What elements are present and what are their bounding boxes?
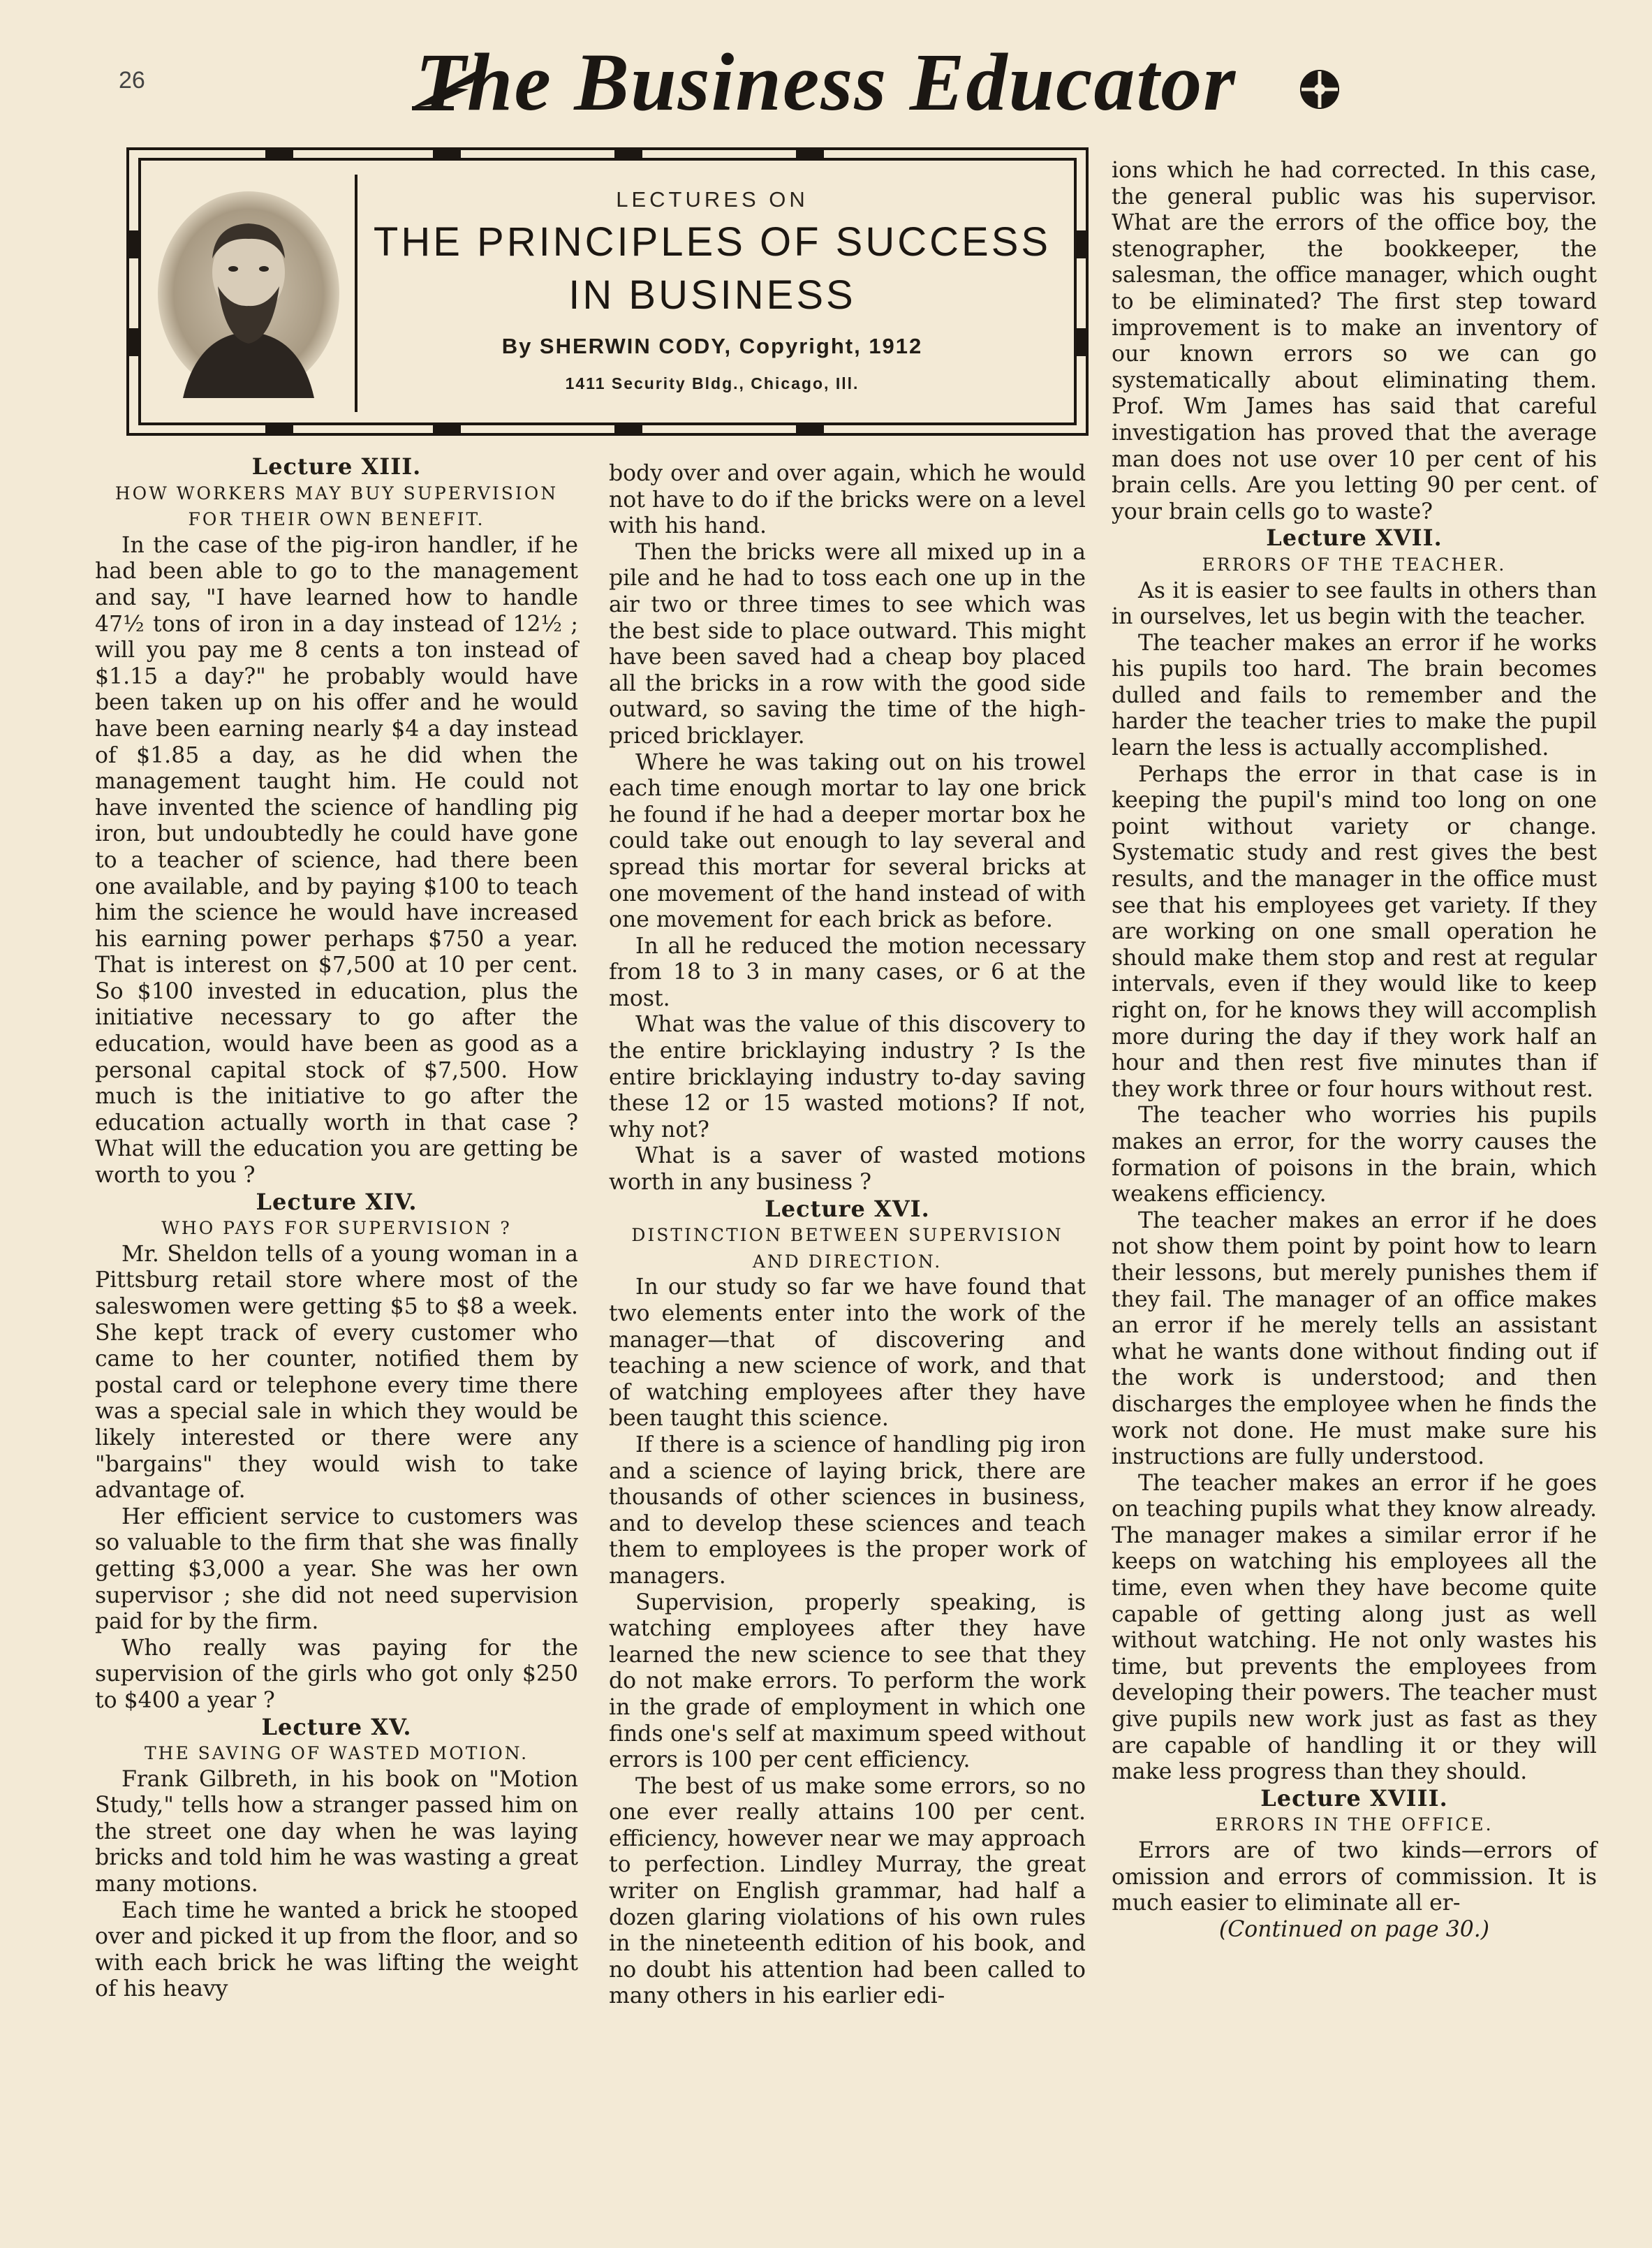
- paragraph: The teacher makes an error if he works his pupils too hard. The brain becomes dulled and fails to remember and the harder the teacher tries to make the pupil learn the less is actually accomplished.: [1112, 630, 1597, 761]
- lecture-subheading: WHO PAYS FOR SUPERVISION ?: [161, 1218, 512, 1239]
- lecture-subheading: FOR THEIR OWN BENEFIT.: [188, 509, 485, 530]
- paragraph: The best of us make some errors, so no one ever really attains 100 per cent. efficiency, however near we may approach to perfection. Lindley Murray, the great writer on English grammar, had half a dozen glaring violations of his own rules in the nineteenth edition of his book, and no doubt his attention had been called to many others in his earlier edi-: [609, 1773, 1086, 2009]
- paragraph: body over and over again, which he would not have to do if the bricks were on a level with his hand.: [609, 461, 1086, 539]
- lecture-heading: Lecture XVIII.: [1260, 1784, 1448, 1812]
- paragraph: The teacher makes an error if he does not show them point by point how to learn their lessons, but merely punishes them if they fail. The manager of an office makes an error if he merely tells an assistant what he wants done without finding out if the work is understood; and then discharges the employee when he finds the work not done. He must make sure his instructions are fully understood.: [1112, 1207, 1597, 1470]
- column-1: [95, 454, 578, 2003]
- ornament-emblem-icon: [1295, 61, 1344, 117]
- paragraph: Where he was taking out on his trowel each time enough mortar to lay one brick he found if he had a deeper mortar box he could take out enough to lay several and spread this mortar for several bricks at one movement of the hand instead of with one movement for each brick as before.: [609, 749, 1086, 933]
- lecture-heading: Lecture XIII.: [251, 453, 422, 480]
- paragraph: In our study so far we have found that two elements enter into the work of the manager—that of discovering and teaching a new science of work, and that of watching employees after they have been taught this science.: [609, 1274, 1086, 1432]
- lecture-subheading: ERRORS OF THE TEACHER.: [1202, 554, 1507, 575]
- paragraph: Frank Gilbreth, in his book on "Motion Study," tells how a stranger passed him on the street one day when he was laying bricks and told him he was wasting a great many motions.: [95, 1766, 578, 1897]
- paragraph: In the case of the pig-iron handler, if he had been able to go to the management and say, "I have learned how to handle 47½ tons of iron in a day instead of 12½ ; will you pay me 8 cents a ton instead of $1.15 a day?" he probably would have been taken up on his offer and he would have been earning nearly $4 a day instead of $1.85 a day, as he did when the management taught him. He could not have invented the science of handling pig iron, but undoubtedly he could have gone to a teacher of science, had there been one available, and by paying $100 to teach him the science he would have increased his earning power perhaps $750 a year. That is interest on $7,500 at 10 per cent. So $100 invested in education, plus the initiative necessary to go after the education, would have been as good as a personal capital stock of $7,500. How much is the initiative to go after the education actually worth in that case ? What will the education you are getting be worth to you ?: [95, 532, 578, 1189]
- author-byline: By SHERWIN CODY, Copyright, 1912: [501, 334, 923, 358]
- lecture-subheading: ERRORS IN THE OFFICE.: [1215, 1814, 1494, 1835]
- paragraph: Errors are of two kinds—errors of omission and errors of commission. It is much easier to eliminate all er-: [1112, 1838, 1597, 1916]
- paragraph: Who really was paying for the supervision of the girls who got only $250 to $400 a year ?: [95, 1635, 578, 1713]
- continued-note: (Continued on page 30.): [1218, 1916, 1490, 1942]
- paragraph: What is a saver of wasted motions worth in any business ?: [609, 1143, 1086, 1196]
- paragraph: Her efficient service to customers was so valuable to the firm that she was finally getting $3,000 a year. She was her own supervisor ; she did not need supervision paid for by the firm.: [95, 1504, 578, 1635]
- paragraph: ions which he had corrected. In this case, the general public was his supervisor. What are the errors of the office boy, the stenographer, the bookkeeper, the salesman, the office manager, which ought to be eliminated? The first step toward improvement is to make an inventory of our known errors so we can go systematically about eliminating them. Prof. Wm James has said that careful investigation has proved that the average man does not use over 10 per cent of his brain cells. Are you letting 90 per cent. of your brain cells go to waste?: [1112, 158, 1597, 524]
- paragraph: What was the value of this discovery to the entire bricklaying industry ? Is the entire bricklaying industry to-day saving these 12 or 15 wasted motions? If not, why not?: [609, 1012, 1086, 1143]
- title-line-2: IN BUSINESS: [568, 272, 856, 318]
- lecture-subheading: AND DIRECTION.: [752, 1251, 943, 1272]
- paragraph: The teacher who worries his pupils makes an error, for the worry causes the formation of poisons in the brain, which weakens efficiency.: [1112, 1103, 1597, 1207]
- column-3: [1112, 158, 1597, 1943]
- lecture-heading: Lecture XV.: [261, 1713, 412, 1740]
- lecture-subheading: HOW WORKERS MAY BUY SUPERVISION: [115, 483, 559, 504]
- author-portrait: [155, 189, 342, 398]
- paragraph: In all he reduced the motion necessary from 18 to 3 in many cases, or 6 at the most.: [609, 933, 1086, 1011]
- paragraph: Mr. Sheldon tells of a young woman in a Pittsburg retail store where most of the saleswomen were getting $5 to $8 a week. She kept track of every customer who came to her counter, notified them by postal card or telephone every time there was a special sale in which they would be likely interested or there were any "bargains" they would wish to take advantage of.: [95, 1241, 578, 1504]
- paragraph: As it is easier to see faults in others than in ourselves, let us begin with the teacher.: [1112, 578, 1597, 630]
- paragraph: The teacher makes an error if he goes on teaching pupils what they know already. The manager makes a similar error if he keeps on watching his employees all the time, even when they have become quite capable of getting along just as well without watching. He not only wastes his time, but prevents the employees from developing their powers. The teacher must give pupils new work just as fast as they are capable of handling it or they will make less progress than they should.: [1112, 1470, 1597, 1785]
- lecture-heading: Lecture XIV.: [256, 1188, 418, 1215]
- publication-title: The Business Educator: [415, 36, 1237, 128]
- column-2: [609, 461, 1086, 2010]
- lecture-heading: Lecture XVII.: [1266, 524, 1443, 552]
- paragraph: Then the bricks were all mixed up in a pile and he had to toss each one up in the air two or three times to see which was the best side to place outward. This might have been saved had a cheap boy placed all the bricks in a row with the good side outward, so saving the time of the high-priced bricklayer.: [609, 539, 1086, 749]
- lecture-subheading: DISTINCTION BETWEEN SUPERVISION: [631, 1225, 1063, 1246]
- title-block: [363, 187, 1061, 393]
- paragraph: If there is a science of handling pig iron and a science of laying brick, there are thousands of other sciences in business, and to develop these sciences and teach them to employees is the proper work of managers.: [609, 1432, 1086, 1589]
- title-kicker: LECTURES ON: [616, 187, 809, 212]
- lecture-heading: Lecture XVI.: [765, 1195, 930, 1222]
- lecture-subheading: THE SAVING OF WASTED MOTION.: [144, 1743, 529, 1764]
- author-address: 1411 Security Bldg., Chicago, Ill.: [565, 374, 860, 392]
- paragraph: Supervision, properly speaking, is watching employees after they have learned the new science to see that they do not make errors. To perform the work in the grade of employment in which one finds one's self at maximum speed without errors is 100 per cent efficiency.: [609, 1589, 1086, 1773]
- page-number: 26: [119, 67, 145, 94]
- paragraph: Each time he wanted a brick he stooped over and picked it up from the floor, and so with each brick he was lifting the weight of his heavy: [95, 1897, 578, 2002]
- paragraph: Perhaps the error in that case is in keeping the pupil's mind too long on one point without variety or change. Systematic study and rest gives the best results, and the manager in the office must see that his employees get variety. If they are working on one small operation he should make them stop and rest at regular intervals, even if they would like to keep right on, for he knows they will accomplish more during the day if they work half an hour and then rest five minutes than if they work three or four hours without rest.: [1112, 761, 1597, 1102]
- title-line-1: THE PRINCIPLES OF SUCCESS: [373, 219, 1052, 265]
